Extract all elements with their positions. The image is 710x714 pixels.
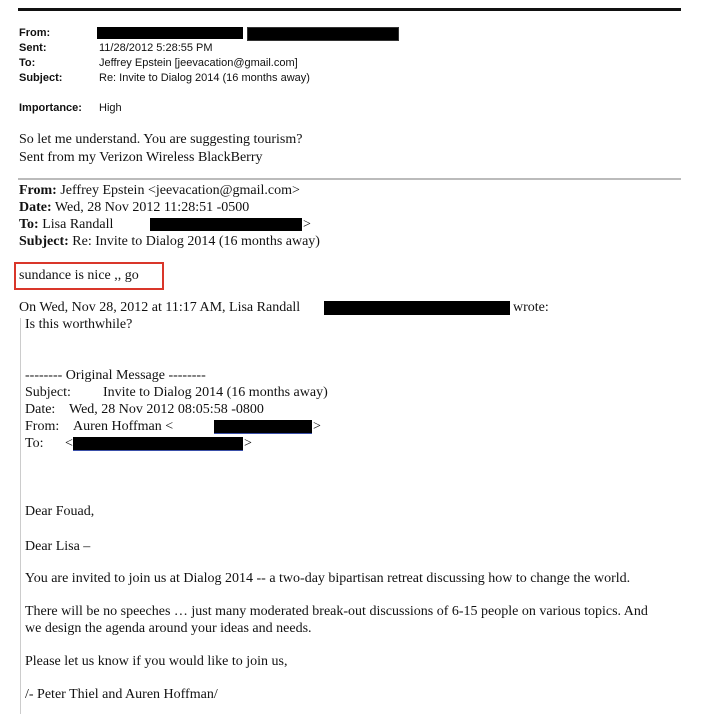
to-value: Jeffrey Epstein [jeevacation@gmail.com] bbox=[99, 57, 298, 69]
paragraph-rsvp: Please let us know if you would like to join us, bbox=[25, 654, 288, 669]
importance-label: Importance: bbox=[19, 102, 82, 114]
section-divider bbox=[18, 178, 681, 180]
paragraph-format-1: There will be no speeches … just many moderated break-out discussions of 6-15 people on various topics. And bbox=[25, 604, 648, 619]
signoff: /- Peter Thiel and Auren Hoffman/ bbox=[25, 687, 218, 702]
on-line-prefix: On Wed, Nov 28, 2012 at 11:17 AM, Lisa Randall bbox=[19, 300, 301, 315]
orig-subject-value: Invite to Dialog 2014 (16 months away) bbox=[103, 385, 328, 400]
fwd-subject-value: Re: Invite to Dialog 2014 (16 months away) bbox=[72, 234, 320, 249]
fwd-date-line bbox=[19, 200, 249, 216]
from-label: From: bbox=[19, 27, 51, 39]
redacted-sender-email bbox=[247, 27, 399, 41]
highlighted-reply: sundance is nice ,, go bbox=[19, 268, 139, 283]
orig-from-label: From: bbox=[25, 419, 60, 434]
fwd-subject-label: Subject: bbox=[19, 234, 69, 249]
paragraph-invite: You are invited to join us at Dialog 2014 -- a two-day bipartisan retreat discussing how to change the world. bbox=[25, 571, 631, 586]
orig-to-label: To: bbox=[25, 436, 44, 451]
fwd-to-label: To: bbox=[19, 217, 39, 232]
quote-bar bbox=[20, 318, 21, 714]
fwd-from-value: Jeffrey Epstein <jeevacation@gmail.com> bbox=[60, 183, 300, 198]
redacted-to-email bbox=[150, 218, 302, 231]
subject-label: Subject: bbox=[19, 72, 63, 84]
fwd-from-label: From: bbox=[19, 183, 57, 198]
orig-from-suffix: > bbox=[313, 419, 321, 434]
link-underline bbox=[73, 450, 243, 451]
greeting-lisa: Dear Lisa – bbox=[25, 539, 91, 554]
fwd-from-line bbox=[19, 183, 300, 199]
fwd-date-label: Date: bbox=[19, 200, 52, 215]
fwd-subject-line bbox=[19, 234, 320, 250]
orig-from-value: Auren Hoffman < bbox=[73, 419, 174, 434]
to-label: To: bbox=[19, 57, 36, 69]
subject-value: Re: Invite to Dialog 2014 (16 months away) bbox=[99, 72, 310, 84]
on-line-suffix: wrote: bbox=[513, 300, 549, 315]
reply-signature: Sent from my Verizon Wireless BlackBerry bbox=[19, 150, 263, 165]
greeting-fouad: Dear Fouad, bbox=[25, 504, 95, 519]
fwd-to-line bbox=[19, 217, 113, 233]
paragraph-format-2: we design the agenda around your ideas and needs. bbox=[25, 621, 312, 636]
orig-date-label: Date: bbox=[25, 402, 56, 417]
link-underline bbox=[214, 433, 312, 434]
reply-line: So let me understand. You are suggesting tourism? bbox=[19, 132, 303, 147]
redacted-lisa-email bbox=[324, 301, 510, 315]
sent-value: 11/28/2012 5:28:55 PM bbox=[99, 42, 213, 54]
redacted-sender-name bbox=[97, 27, 243, 39]
fwd-to-suffix: > bbox=[303, 217, 311, 232]
top-rule bbox=[18, 8, 681, 11]
redacted-auren-email bbox=[214, 420, 312, 433]
orig-date-value: Wed, 28 Nov 2012 08:05:58 -0800 bbox=[69, 402, 264, 417]
redacted-to-email-2 bbox=[73, 437, 243, 450]
quoted-question: Is this worthwhile? bbox=[25, 317, 133, 332]
fwd-to-value: Lisa Randall bbox=[42, 217, 114, 232]
orig-to-suffix: > bbox=[244, 436, 252, 451]
original-message-marker: -------- Original Message -------- bbox=[25, 368, 206, 383]
fwd-date-value: Wed, 28 Nov 2012 11:28:51 -0500 bbox=[54, 200, 250, 215]
sent-label: Sent: bbox=[19, 42, 47, 54]
orig-to-prefix: < bbox=[65, 436, 73, 451]
importance-value: High bbox=[99, 102, 122, 114]
orig-subject-label: Subject: bbox=[25, 385, 71, 400]
